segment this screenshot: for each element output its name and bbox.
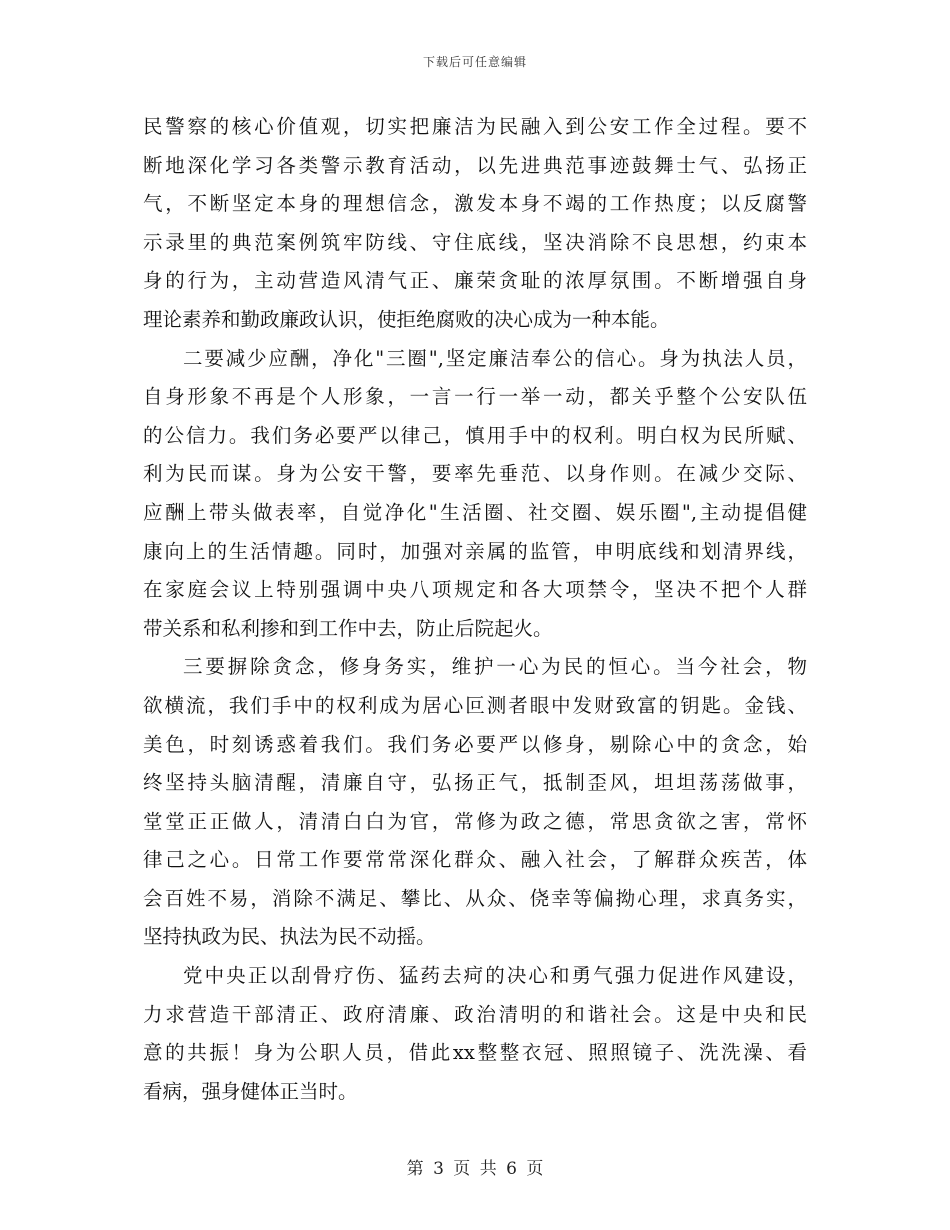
- text-line: 意的共振！身为公职人员，借此xx整整衣冠、照照镜子、洗洗澡、看: [143, 1041, 807, 1065]
- document-body: [143, 108, 807, 1111]
- text-line: 欲横流，我们手中的权利成为居心叵测者眼中发财致富的钥匙。金钱、: [143, 693, 807, 717]
- text-line: 在家庭会议上特别强调中央八项规定和各大项禁令，坚决不把个人群: [143, 578, 807, 602]
- text-line: 看病，强身健体正当时。: [143, 1079, 358, 1103]
- page-number: 第 3 页 共 6 页: [406, 1159, 544, 1179]
- text-line: 断地深化学习各类警示教育活动，以先进典范事迹鼓舞士气、弘扬正: [143, 153, 807, 177]
- page-header: [0, 53, 950, 70]
- text-line: 坚持执政为民、执法为民不动摇。: [143, 925, 436, 949]
- text-line: 三要摒除贪念，修身务实，维护一心为民的恒心。当今社会，物: [183, 655, 807, 679]
- text-line: 力求营造干部清正、政府清廉、政治清明的和谐社会。这是中央和民: [143, 1002, 807, 1026]
- text-line: 示录里的典范案例筑牢防线、守住底线，坚决消除不良思想，约束本: [143, 230, 807, 254]
- text-line: 应酬上带头做表率，自觉净化"生活圈、社交圈、娱乐圈",主动提倡健: [143, 500, 807, 524]
- text-line: 美色，时刻诱惑着我们。我们务必要严以修身，剔除心中的贪念，始: [143, 732, 807, 756]
- text-line: 终坚持头脑清醒，清廉自守，弘扬正气，抵制歪风，坦坦荡荡做事，: [143, 771, 807, 795]
- text-line: 二要减少应酬，净化"三圈",坚定廉洁奉公的信心。身为执法人员，: [183, 346, 807, 370]
- text-line: 气，不断坚定本身的理想信念，激发本身不竭的工作热度；以反腐警: [143, 192, 807, 216]
- text-line: 律己之心。日常工作要常常深化群众、融入社会，了解群众疾苦，体: [143, 848, 807, 872]
- text-line: 堂堂正正做人，清清白白为官，常修为政之德，常思贪欲之害，常怀: [143, 809, 807, 833]
- page-footer: [0, 1154, 950, 1179]
- text-line: 带关系和私利掺和到工作中去，防止后院起火。: [143, 616, 553, 640]
- text-line: 会百姓不易，消除不满足、攀比、从众、侥幸等偏拗心理，求真务实，: [143, 886, 807, 910]
- text-line: 理论素养和勤政廉政认识，使拒绝腐败的决心成为一种本能。: [143, 307, 670, 331]
- text-line: 的公信力。我们务必要严以律己，慎用手中的权利。明白权为民所赋、: [143, 423, 807, 447]
- text-line: 身的行为，主动营造风清气正、廉荣贪耻的浓厚氛围。不断增强自身: [143, 269, 807, 293]
- text-line: 民警察的核心价值观，切实把廉洁为民融入到公安工作全过程。要不: [143, 115, 807, 138]
- text-line: 利为民而谋。身为公安干警，要率先垂范、以身作则。在减少交际、: [143, 462, 807, 486]
- text-line: 自身形象不再是个人形象，一言一行一举一动，都关乎整个公安队伍: [143, 385, 807, 409]
- header-text: 下载后可任意编辑: [422, 55, 527, 69]
- text-line: 党中央正以刮骨疗伤、猛药去疴的决心和勇气强力促进作风建设，: [183, 964, 807, 988]
- text-line: 康向上的生活情趣。同时，加强对亲属的监管，申明底线和划清界线，: [143, 539, 807, 563]
